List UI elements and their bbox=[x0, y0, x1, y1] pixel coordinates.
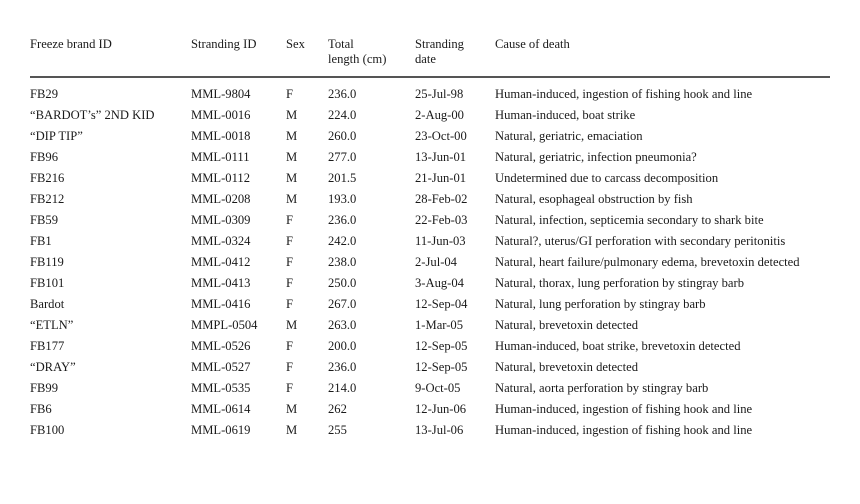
cell-cause-of-death: Natural, infection, septicemia secondary to shark bite bbox=[495, 213, 764, 227]
cell-freeze-brand-id: FB96 bbox=[30, 150, 58, 164]
cell-total-length: 263.0 bbox=[328, 318, 357, 332]
table-row bbox=[30, 147, 830, 168]
cell-freeze-brand-id: FB216 bbox=[30, 171, 65, 185]
cell-freeze-brand-id: FB99 bbox=[30, 381, 58, 395]
cell-sex: M bbox=[286, 108, 298, 122]
cell-cause-of-death: Natural, thorax, lung perforation by stingray barb bbox=[495, 276, 745, 290]
cell-freeze-brand-id: FB177 bbox=[30, 339, 65, 353]
cell-freeze-brand-id: FB1 bbox=[30, 234, 52, 248]
cell-stranding-date: 13-Jun-01 bbox=[415, 150, 467, 164]
cell-stranding-date: 11-Jun-03 bbox=[415, 234, 466, 248]
cell-cause-of-death: Natural, esophageal obstruction by fish bbox=[495, 192, 693, 206]
cell-stranding-id: MML-0111 bbox=[191, 150, 250, 164]
cell-freeze-brand-id: FB101 bbox=[30, 276, 65, 290]
cell-sex: F bbox=[286, 339, 294, 353]
cell-stranding-id: MML-0324 bbox=[191, 234, 251, 248]
cell-sex: M bbox=[286, 171, 298, 185]
table-row bbox=[30, 210, 830, 231]
cell-stranding-date: 28-Feb-02 bbox=[415, 192, 468, 206]
cell-sex: F bbox=[286, 297, 294, 311]
cell-stranding-id: MML-0112 bbox=[191, 171, 251, 185]
cell-stranding-id: MML-0526 bbox=[191, 339, 251, 353]
cell-stranding-date: 12-Jun-06 bbox=[415, 402, 467, 416]
cell-cause-of-death: Human-induced, boat strike, brevetoxin detected bbox=[495, 339, 741, 353]
cell-cause-of-death: Natural, heart failure/pulmonary edema, brevetoxin detected bbox=[495, 255, 800, 269]
cell-sex: M bbox=[286, 423, 298, 437]
cell-total-length: 262 bbox=[328, 402, 347, 416]
header-label-line1: Total bbox=[328, 37, 354, 51]
cell-stranding-id: MML-0416 bbox=[191, 297, 251, 311]
header-label-line2: date bbox=[415, 52, 436, 66]
cell-sex: F bbox=[286, 255, 294, 269]
cell-cause-of-death: Natural, brevetoxin detected bbox=[495, 318, 639, 332]
table-row bbox=[30, 77, 830, 105]
cell-total-length: 224.0 bbox=[328, 108, 357, 122]
cell-stranding-date: 25-Jul-98 bbox=[415, 87, 464, 101]
stranding-table-container bbox=[30, 36, 830, 441]
cell-cause-of-death: Human-induced, boat strike bbox=[495, 108, 636, 122]
cell-stranding-id: MML-0412 bbox=[191, 255, 251, 269]
cell-sex: F bbox=[286, 381, 294, 395]
cell-total-length: 236.0 bbox=[328, 360, 357, 374]
cell-total-length: 201.5 bbox=[328, 171, 357, 185]
header-freeze-brand-id bbox=[30, 36, 191, 77]
table-row bbox=[30, 378, 830, 399]
cell-sex: M bbox=[286, 192, 298, 206]
cell-stranding-id: MML-0527 bbox=[191, 360, 251, 374]
cell-cause-of-death: Human-induced, ingestion of fishing hook and line bbox=[495, 87, 753, 101]
cell-total-length: 260.0 bbox=[328, 129, 357, 143]
table-row bbox=[30, 315, 830, 336]
header-cause-of-death bbox=[495, 36, 830, 77]
table-row bbox=[30, 336, 830, 357]
cell-stranding-date: 12-Sep-05 bbox=[415, 360, 468, 374]
cell-sex: F bbox=[286, 213, 294, 227]
header-label: Freeze brand ID bbox=[30, 37, 112, 51]
cell-cause-of-death: Natural?, uterus/GI perforation with secondary peritonitis bbox=[495, 234, 786, 248]
cell-stranding-date: 3-Aug-04 bbox=[415, 276, 464, 290]
cell-stranding-date: 1-Mar-05 bbox=[415, 318, 464, 332]
cell-sex: F bbox=[286, 276, 294, 290]
cell-freeze-brand-id: FB59 bbox=[30, 213, 58, 227]
cell-sex: M bbox=[286, 402, 298, 416]
cell-freeze-brand-id: “ETLN” bbox=[30, 318, 74, 332]
cell-stranding-date: 2-Aug-00 bbox=[415, 108, 464, 122]
cell-freeze-brand-id: FB6 bbox=[30, 402, 52, 416]
cell-cause-of-death: Natural, geriatric, infection pneumonia? bbox=[495, 150, 697, 164]
cell-cause-of-death: Human-induced, ingestion of fishing hook and line bbox=[495, 402, 753, 416]
cell-total-length: 277.0 bbox=[328, 150, 357, 164]
cell-stranding-id: MML-0208 bbox=[191, 192, 251, 206]
cell-sex: F bbox=[286, 360, 294, 374]
cell-total-length: 193.0 bbox=[328, 192, 357, 206]
header-label-line1: Stranding bbox=[415, 37, 464, 51]
cell-total-length: 242.0 bbox=[328, 234, 357, 248]
cell-freeze-brand-id: FB212 bbox=[30, 192, 65, 206]
cell-sex: M bbox=[286, 150, 298, 164]
cell-total-length: 238.0 bbox=[328, 255, 357, 269]
table-row bbox=[30, 126, 830, 147]
cell-freeze-brand-id: “DIP TIP” bbox=[30, 129, 83, 143]
table-body bbox=[30, 77, 830, 441]
cell-stranding-date: 13-Jul-06 bbox=[415, 423, 464, 437]
cell-freeze-brand-id: “BARDOT’s” 2ND KID bbox=[30, 108, 155, 122]
cell-sex: M bbox=[286, 318, 298, 332]
cell-stranding-id: MML-9804 bbox=[191, 87, 251, 101]
cell-stranding-date: 21-Jun-01 bbox=[415, 171, 467, 185]
cell-cause-of-death: Natural, lung perforation by stingray barb bbox=[495, 297, 706, 311]
cell-cause-of-death: Natural, geriatric, emaciation bbox=[495, 129, 643, 143]
cell-total-length: 214.0 bbox=[328, 381, 357, 395]
cell-stranding-id: MML-0309 bbox=[191, 213, 251, 227]
cell-stranding-id: MML-0535 bbox=[191, 381, 251, 395]
table-row bbox=[30, 105, 830, 126]
table-row bbox=[30, 420, 830, 441]
cell-stranding-date: 9-Oct-05 bbox=[415, 381, 461, 395]
cell-freeze-brand-id: FB100 bbox=[30, 423, 65, 437]
header-row bbox=[30, 36, 830, 77]
cell-stranding-id: MML-0413 bbox=[191, 276, 251, 290]
cell-freeze-brand-id: FB119 bbox=[30, 255, 64, 269]
cell-stranding-id: MML-0016 bbox=[191, 108, 251, 122]
cell-sex: M bbox=[286, 129, 298, 143]
table-header bbox=[30, 36, 830, 77]
cell-stranding-date: 23-Oct-00 bbox=[415, 129, 467, 143]
cell-total-length: 236.0 bbox=[328, 213, 357, 227]
table-row bbox=[30, 252, 830, 273]
cell-stranding-date: 12-Sep-04 bbox=[415, 297, 468, 311]
header-sex bbox=[286, 36, 328, 77]
cell-total-length: 267.0 bbox=[328, 297, 357, 311]
stranding-table bbox=[30, 36, 830, 441]
cell-cause-of-death: Undetermined due to carcass decomposition bbox=[495, 171, 719, 185]
header-label: Cause of death bbox=[495, 37, 570, 51]
cell-stranding-date: 22-Feb-03 bbox=[415, 213, 468, 227]
cell-cause-of-death: Natural, aorta perforation by stingray barb bbox=[495, 381, 709, 395]
table-row bbox=[30, 294, 830, 315]
cell-freeze-brand-id: FB29 bbox=[30, 87, 58, 101]
table-row bbox=[30, 189, 830, 210]
table-row bbox=[30, 168, 830, 189]
header-label-line2: length (cm) bbox=[328, 52, 387, 66]
cell-total-length: 255 bbox=[328, 423, 347, 437]
cell-total-length: 236.0 bbox=[328, 87, 357, 101]
cell-sex: F bbox=[286, 234, 294, 248]
cell-stranding-id: MML-0614 bbox=[191, 402, 251, 416]
cell-freeze-brand-id: “DRAY” bbox=[30, 360, 76, 374]
table-row bbox=[30, 273, 830, 294]
header-stranding-id bbox=[191, 36, 286, 77]
table-row bbox=[30, 399, 830, 420]
cell-stranding-id: MML-0018 bbox=[191, 129, 251, 143]
table-row bbox=[30, 357, 830, 378]
header-label: Sex bbox=[286, 37, 305, 51]
cell-cause-of-death: Natural, brevetoxin detected bbox=[495, 360, 639, 374]
header-label: Stranding ID bbox=[191, 37, 257, 51]
cell-stranding-date: 2-Jul-04 bbox=[415, 255, 457, 269]
cell-stranding-date: 12-Sep-05 bbox=[415, 339, 468, 353]
cell-freeze-brand-id: Bardot bbox=[30, 297, 65, 311]
cell-total-length: 200.0 bbox=[328, 339, 357, 353]
cell-sex: F bbox=[286, 87, 294, 101]
header-total-length bbox=[328, 36, 415, 77]
header-stranding-date bbox=[415, 36, 495, 77]
table-row bbox=[30, 231, 830, 252]
cell-total-length: 250.0 bbox=[328, 276, 357, 290]
cell-cause-of-death: Human-induced, ingestion of fishing hook and line bbox=[495, 423, 753, 437]
cell-stranding-id: MML-0619 bbox=[191, 423, 251, 437]
cell-stranding-id: MMPL-0504 bbox=[191, 318, 258, 332]
